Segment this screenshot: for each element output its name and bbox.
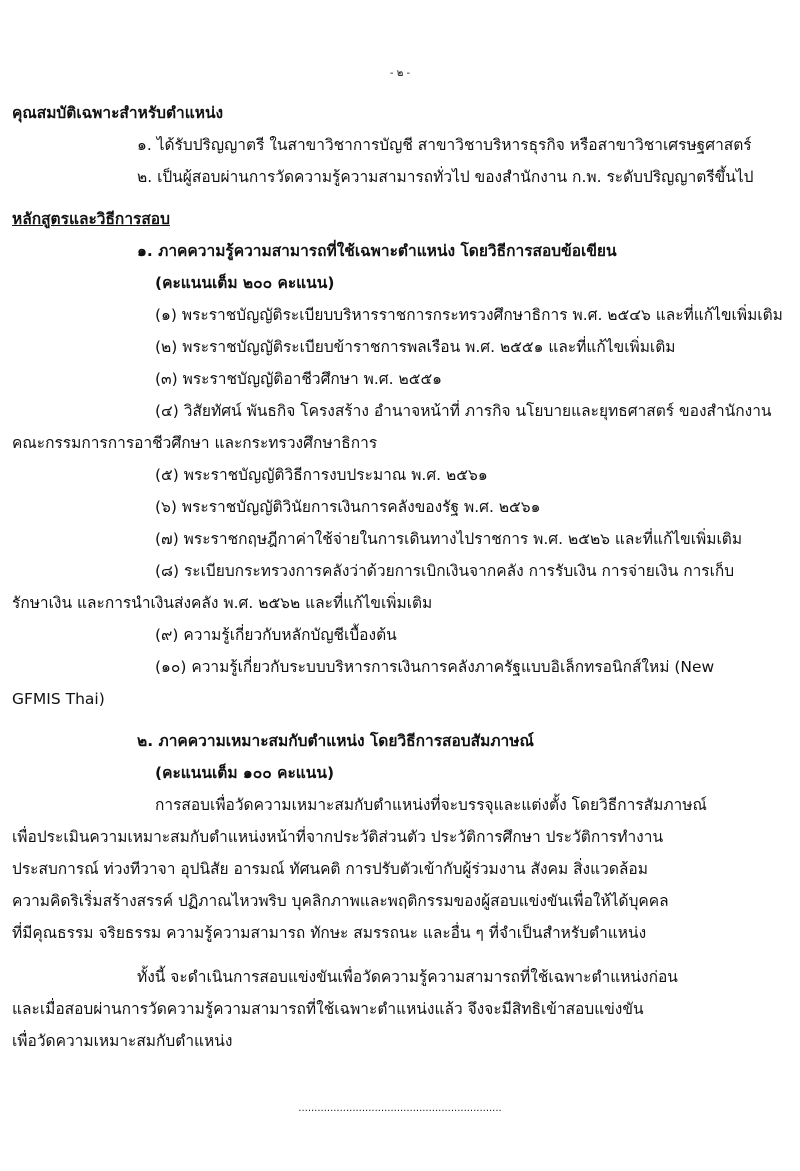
curriculum-heading: หลักสูตรและวิธีการสอบ <box>12 210 170 228</box>
part1-item-1: (๑) พระราชบัญญัติระเบียบบริหารราชการกระทรวงศึกษาธิการ พ.ศ. ๒๕๔๖ และที่แก้ไขเพิ่มเติม <box>155 306 783 324</box>
part1-item-4: (๔) วิสัยทัศน์ พันธกิจ โครงสร้าง อำนาจหน้าที่ ภารกิจ นโยบายและยุทธศาสตร์ ของสำนักงาน <box>155 402 772 420</box>
part1-item-7: (๗) พระราชกฤษฎีกาค่าใช้จ่ายในการเดินทางไปราชการ พ.ศ. ๒๕๒๖ และที่แก้ไขเพิ่มเติม <box>155 530 743 548</box>
qualification-item-1: ๑. ได้รับปริญญาตรี ในสาขาวิชาการบัญชี สาขาวิชาบริหารธุรกิจ หรือสาขาวิชาเศรษฐศาสตร์ <box>137 136 752 154</box>
part1-item-6: (๖) พระราชบัญญัติวินัยการเงินการคลังของรัฐ พ.ศ. ๒๕๖๑ <box>155 498 541 516</box>
part2-paragraph-line-3: ประสบการณ์ ท่วงทีวาจา อุปนิสัย อารมณ์ ทัศนคติ การปรับตัวเข้ากับผู้ร่วมงาน สังคม สิ่งแวดล้อม <box>12 860 648 878</box>
part1-item-8: (๘) ระเบียบกระทรวงการคลังว่าด้วยการเบิกเงินจากคลัง การรับเงิน การจ่ายเงิน การเก็บ <box>155 562 735 580</box>
closing-line-3: เพื่อวัดความเหมาะสมกับตำแหน่ง <box>12 1032 233 1050</box>
part1-title: ๑. ภาคความรู้ความสามารถที่ใช้เฉพาะตำแหน่ง โดยวิธีการสอบข้อเขียน <box>137 242 617 260</box>
part2-paragraph-line-1: การสอบเพื่อวัดความเหมาะสมกับตำแหน่งที่จะบรรจุและแต่งตั้ง โดยวิธีการสัมภาษณ์ <box>155 796 707 814</box>
part1-item-4-cont: คณะกรรมการการอาชีวศึกษา และกระทรวงศึกษาธิการ <box>12 434 378 452</box>
part2-title: ๒. ภาคความเหมาะสมกับตำแหน่ง โดยวิธีการสอบสัมภาษณ์ <box>137 732 534 750</box>
qualifications-heading: คุณสมบัติเฉพาะสำหรับตำแหน่ง <box>12 104 224 122</box>
part1-item-5: (๕) พระราชบัญญัติวิธีการงบประมาณ พ.ศ. ๒๕๖๑ <box>155 466 488 484</box>
closing-line-2: และเมื่อสอบผ่านการวัดความรู้ความสามารถที่ใช้เฉพาะตำแหน่งแล้ว จึงจะมีสิทธิเข้าสอบแข่งขัน <box>12 1000 644 1018</box>
part2-score: (คะแนนเต็ม ๑๐๐ คะแนน) <box>155 764 335 782</box>
part1-item-9: (๙) ความรู้เกี่ยวกับหลักบัญชีเบื้องต้น <box>155 626 397 644</box>
part1-item-3: (๓) พระราชบัญญัติอาชีวศึกษา พ.ศ. ๒๕๕๑ <box>155 370 443 388</box>
page-number: - ๒ - <box>389 68 411 79</box>
part1-item-8-cont: รักษาเงิน และการนำเงินส่งคลัง พ.ศ. ๒๕๖๒ และที่แก้ไขเพิ่มเติม <box>12 594 433 612</box>
part1-item-2: (๒) พระราชบัญญัติระเบียบข้าราชการพลเรือน พ.ศ. ๒๕๕๑ และที่แก้ไขเพิ่มเติม <box>155 338 676 356</box>
part1-score: (คะแนนเต็ม ๒๐๐ คะแนน) <box>155 274 335 292</box>
end-dotted-line: ................................................................ <box>298 1103 502 1114</box>
closing-line-1: ทั้งนี้ จะดำเนินการสอบแข่งขันเพื่อวัดความรู้ความสามารถที่ใช้เฉพาะตำแหน่งก่อน <box>137 968 678 986</box>
part1-item-10: (๑๐) ความรู้เกี่ยวกับระบบบริหารการเงินการคลังภาครัฐแบบอิเล็กทรอนิกส์ใหม่ (New <box>155 658 715 676</box>
part2-paragraph-line-2: เพื่อประเมินความเหมาะสมกับตำแหน่งหน้าที่จากประวัติส่วนตัว ประวัติการศึกษา ประวัติการทำงาน <box>12 828 664 846</box>
part2-paragraph-line-5: ที่มีคุณธรรม จริยธรรม ความรู้ความสามารถ ทักษะ สมรรถนะ และอื่น ๆ ที่จำเป็นสำหรับตำแหน่ง <box>12 924 647 942</box>
qualification-item-2: ๒. เป็นผู้สอบผ่านการวัดความรู้ความสามารถทั่วไป ของสำนักงาน ก.พ. ระดับปริญญาตรีขึ้นไป <box>137 168 754 186</box>
part2-paragraph-line-4: ความคิดริเริ่มสร้างสรรค์ ปฏิภาณไหวพริบ บุคลิกภาพและพฤติกรรมของผู้สอบแข่งขันเพื่อให้ได้บุคคล <box>12 892 669 910</box>
part1-item-10-cont: GFMIS Thai) <box>12 690 105 708</box>
